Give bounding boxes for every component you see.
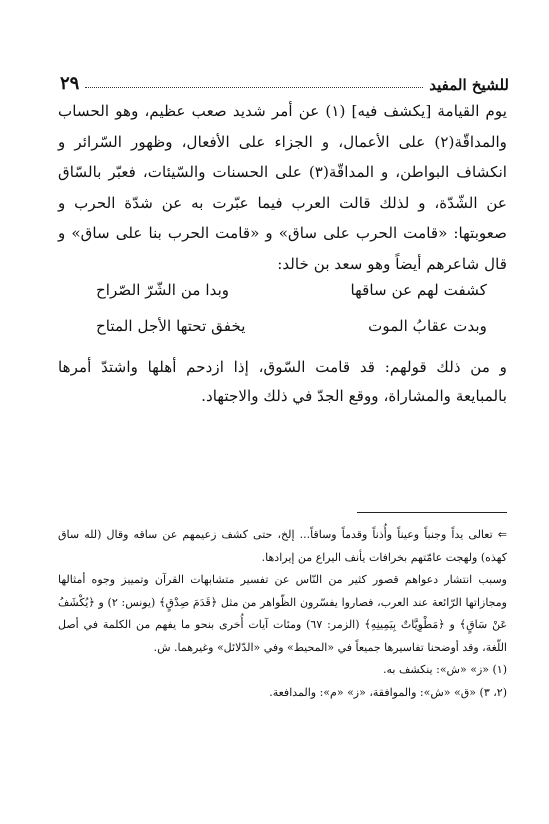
footnote-2-3: (٢، ٣) «ق» «ش»: والموافقة، «ز» «م»: والمدافعة. [269, 685, 507, 699]
verse-line-1 [96, 272, 487, 308]
running-title: للشيخ المفيد [429, 76, 509, 94]
verse-line-2 [96, 308, 487, 344]
footnote-body: وسبب انتشار دعواهم قصور كثير من النّاس عن تفسير متشابهات القرآن وتمييز وجوه أمثالها ومجازاتها الرّائعة عند العرب، فصاروا يفسّرون الظّواهر من مثل ﴿قَدَمَ صِدْقٍ﴾ (يونس: ٢) و ﴿يُكْشَفُ عَنْ سَاقٍ﴾ و ﴿مَطْوِيَّاتٌ بِيَمِينِهِ﴾ (الزمر: ٦٧) ومئات آيات أُخرى بنحو ما يفهم من الكلمة في أصل اللّغة، وقد أوضحنا تفاسيرها جميعاً في «المحيط» وفي «الدّلائل» وغيرهما. ش. [58, 573, 508, 654]
footnote-continuation-text: تعالى يداً وجنباً وعيناً وأُذناً وقدماً وساقاً... إلخ، حتى كشف زعيمهم عن ساقه وقال (لله ساق كهذه) ولهجت عامّتهم بخرافات يأنف اليراع من إيرادها. [58, 528, 507, 564]
page-number: ٢٩ [60, 73, 80, 94]
continuation-arrow-icon: ⇐ [497, 528, 507, 541]
paragraph-2: و من ذلك قولهم: قد قامت السّوق، إذا ازدحم أهلها واشتدّ أمرها بالمبايعة والمشاراة، ووقع الجدّ في ذلك والاجتهاد. [58, 358, 507, 405]
verse-1-hemistich-right: كشفت لهم عن ساقها [350, 281, 487, 299]
header-dot-leader [85, 87, 423, 88]
main-text [58, 96, 507, 279]
paragraph-1: يوم القيامة [يكشف فيه] (١) عن أمر شديد صعب عظيم، وهو الحساب والمداقّة(٢) على الأعمال، و الجزاء على الأفعال، وظهور السّرائر و انكشاف البواطن، و المداقّة(٣) على الحسنات والسّيئات، فعبّر بالسّاق عن الشّدّة، و لذلك قالت العرب فيما عبّرت به عن شدّة الحرب و صعوبتها: «قامت الحرب على ساق» و «قامت الحرب بنا على ساق» و قال شاعرهم أيضاً وهو سعد بن خالد: [58, 102, 508, 273]
verse-1-hemistich-left: وبدا من الشّرّ الصّراح [96, 281, 230, 299]
footnote-continuation [58, 524, 507, 569]
verse-2-hemistich-left: يخفق تحتها الأجل المتاح [96, 317, 246, 335]
page-header [60, 64, 509, 94]
footnote-divider [357, 512, 507, 513]
footnotes [58, 524, 507, 704]
footnote-1: (١) «ز» «ش»: ينكشف به. [383, 663, 507, 676]
verse-2-hemistich-right: وبدت عقابُ الموت [368, 317, 487, 335]
poem-verses [96, 272, 487, 344]
